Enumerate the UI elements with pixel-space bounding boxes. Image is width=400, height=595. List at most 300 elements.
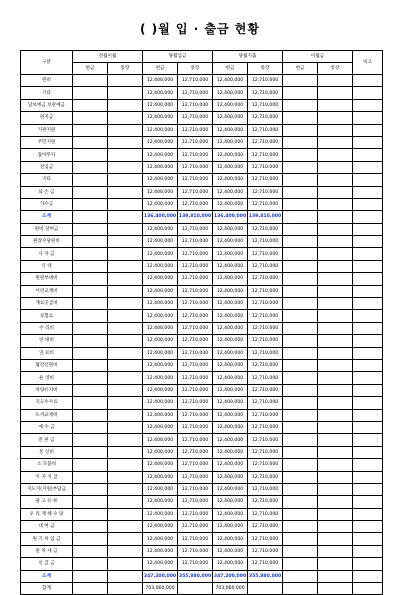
value-cell: 12,400,000 [213, 545, 248, 557]
value-cell: 12,710,000 [248, 298, 283, 310]
value-cell: 12,400,000 [143, 521, 178, 533]
value-cell [318, 99, 353, 111]
value-cell: 12,710,000 [248, 384, 283, 396]
value-cell [283, 223, 318, 235]
value-cell [108, 446, 143, 458]
value-cell [318, 434, 353, 446]
value-cell: 12,400,000 [213, 310, 248, 322]
value-cell [73, 558, 108, 570]
table-row [21, 298, 383, 310]
value-cell: 12,710,000 [248, 347, 283, 359]
value-cell: 12,400,000 [213, 521, 248, 533]
value-cell: 12,400,000 [213, 223, 248, 235]
value-cell [108, 558, 143, 570]
value-cell: 12,400,000 [213, 273, 248, 285]
subheader-cash: 현금 [143, 63, 178, 75]
value-cell: 347,200,000 [143, 570, 178, 582]
value-cell [283, 347, 318, 359]
row-label: 소계 [21, 570, 73, 582]
value-cell [108, 99, 143, 111]
remark-cell [353, 508, 383, 520]
remark-cell [353, 124, 383, 136]
value-cell [283, 421, 318, 433]
value-cell [318, 198, 353, 210]
value-cell: 12,400,000 [213, 136, 248, 148]
value-cell [283, 496, 318, 508]
row-label: 수 리비 [21, 322, 73, 334]
table-row [21, 174, 383, 186]
value-cell: 12,710,000 [178, 223, 213, 235]
value-cell [108, 483, 143, 495]
value-cell [283, 558, 318, 570]
value-cell [318, 174, 353, 186]
value-cell [318, 149, 353, 161]
value-cell: 12,710,000 [178, 322, 213, 334]
value-cell [318, 335, 353, 347]
value-cell [318, 87, 353, 99]
remark-cell [353, 397, 383, 409]
row-label: 예 수 금 [21, 421, 73, 433]
value-cell: 12,710,000 [178, 508, 213, 520]
value-cell: 12,710,000 [178, 149, 213, 161]
value-cell: 12,400,000 [143, 136, 178, 148]
value-cell: 12,710,000 [178, 136, 213, 148]
subheader-cash: 현금 [213, 63, 248, 75]
row-label: 주민지원 [21, 136, 73, 148]
remark-cell [353, 161, 383, 173]
value-cell: 12,710,000 [178, 298, 213, 310]
remark-cell [353, 298, 383, 310]
value-cell: 12,710,000 [248, 471, 283, 483]
value-cell: 355,880,000 [248, 570, 283, 582]
table-row [21, 483, 383, 495]
table-row [21, 112, 383, 124]
table-row [21, 161, 383, 173]
value-cell [73, 533, 108, 545]
table-row [21, 446, 383, 458]
value-cell [73, 409, 108, 421]
value-cell [318, 409, 353, 421]
value-cell [108, 298, 143, 310]
cashflow-table [20, 50, 383, 595]
value-cell [283, 161, 318, 173]
value-cell: 139,810,000 [248, 211, 283, 223]
value-cell: 12,710,000 [178, 521, 213, 533]
row-label: 우 리 재 해 수 당 [21, 508, 73, 520]
value-cell: 139,810,000 [178, 211, 213, 223]
value-cell: 12,400,000 [143, 161, 178, 173]
value-cell [283, 545, 318, 557]
value-cell [73, 248, 108, 260]
value-cell: 12,400,000 [213, 260, 248, 272]
value-cell: 12,400,000 [143, 545, 178, 557]
value-cell: 12,710,000 [178, 359, 213, 371]
value-cell: 12,400,000 [143, 496, 178, 508]
value-cell [283, 397, 318, 409]
value-cell [73, 521, 108, 533]
remark-cell [353, 322, 383, 334]
value-cell [108, 260, 143, 272]
value-cell [283, 260, 318, 272]
value-cell [318, 545, 353, 557]
value-cell [283, 384, 318, 396]
table-row [21, 533, 383, 545]
row-label: 어린교재비 [21, 285, 73, 297]
value-cell [318, 273, 353, 285]
value-cell: 12,400,000 [143, 75, 178, 87]
value-cell: 12,400,000 [143, 87, 178, 99]
value-cell: 12,400,000 [213, 149, 248, 161]
value-cell: 12,400,000 [143, 310, 178, 322]
value-cell: 136,400,000 [143, 211, 178, 223]
value-cell [283, 570, 318, 582]
value-cell: 12,710,000 [178, 161, 213, 173]
row-label: 차량유지비 [21, 384, 73, 396]
value-cell: 12,710,000 [248, 99, 283, 111]
value-cell [108, 409, 143, 421]
table-row [21, 545, 383, 557]
value-cell: 12,710,000 [248, 533, 283, 545]
value-cell [108, 223, 143, 235]
table-row [21, 75, 383, 87]
table-row [21, 496, 383, 508]
subheader-cash: 현금 [73, 63, 108, 75]
value-cell [283, 211, 318, 223]
row-label: 소 모품비 [21, 459, 73, 471]
value-cell: 12,400,000 [213, 558, 248, 570]
table-row [21, 198, 383, 210]
row-label: 잔 판 금 [21, 434, 73, 446]
value-cell [318, 359, 353, 371]
table-row [21, 236, 383, 248]
remark-cell [353, 198, 383, 210]
value-cell [73, 347, 108, 359]
value-cell: 12,400,000 [213, 347, 248, 359]
value-cell: 12,710,000 [248, 421, 283, 433]
value-cell: 12,400,000 [213, 248, 248, 260]
remark-cell [353, 273, 383, 285]
value-cell [283, 136, 318, 148]
value-cell: 12,400,000 [213, 421, 248, 433]
value-cell: 12,710,000 [178, 198, 213, 210]
value-cell [283, 198, 318, 210]
value-cell: 12,400,000 [213, 322, 248, 334]
remark-cell [353, 521, 383, 533]
row-label: 지도수수료 [21, 397, 73, 409]
remark-cell [353, 211, 383, 223]
table-row [21, 285, 383, 297]
row-label: 도서교재비 [21, 409, 73, 421]
value-cell [318, 372, 353, 384]
subheader-bank: 통장 [318, 63, 353, 75]
value-cell [318, 397, 353, 409]
value-cell [318, 285, 353, 297]
value-cell: 12,710,000 [248, 136, 283, 148]
table-row [21, 124, 383, 136]
value-cell: 12,710,000 [248, 161, 283, 173]
value-cell: 12,710,000 [248, 285, 283, 297]
subtotal-row [21, 570, 383, 582]
table-row [21, 335, 383, 347]
value-cell [318, 570, 353, 582]
row-label: 선 급 금 [21, 558, 73, 570]
subheader-bank: 통장 [178, 63, 213, 75]
value-cell: 12,710,000 [178, 310, 213, 322]
remark-cell [353, 248, 383, 260]
value-cell [283, 434, 318, 446]
value-cell: 12,710,000 [248, 335, 283, 347]
value-cell [108, 186, 143, 198]
value-cell [283, 248, 318, 260]
row-label: 기타 [21, 87, 73, 99]
value-cell: 12,710,000 [178, 434, 213, 446]
row-label: 원지금 [21, 112, 73, 124]
value-cell [283, 273, 318, 285]
value-cell [73, 384, 108, 396]
table-row [21, 521, 383, 533]
value-cell: 12,710,000 [248, 174, 283, 186]
row-label: 보험료 [21, 310, 73, 322]
value-cell [108, 198, 143, 210]
value-cell [108, 372, 143, 384]
value-cell [283, 359, 318, 371]
value-cell [73, 112, 108, 124]
value-cell: 12,400,000 [143, 372, 178, 384]
value-cell: 12,400,000 [143, 236, 178, 248]
value-cell: 12,710,000 [248, 397, 283, 409]
value-cell [283, 285, 318, 297]
value-cell: 12,400,000 [213, 508, 248, 520]
value-cell [318, 112, 353, 124]
value-cell [108, 397, 143, 409]
table-row [21, 384, 383, 396]
value-cell: 12,400,000 [143, 347, 178, 359]
value-cell [283, 236, 318, 248]
remark-cell [353, 359, 383, 371]
row-label: 원 기 차 입 금 [21, 533, 73, 545]
value-cell: 12,710,000 [178, 260, 213, 272]
row-label: 연 대비 [21, 335, 73, 347]
value-cell [318, 136, 353, 148]
value-cell [108, 521, 143, 533]
value-cell: 12,710,000 [178, 75, 213, 87]
table-row [21, 347, 383, 359]
value-cell: 12,710,000 [248, 149, 283, 161]
table-row [21, 397, 383, 409]
header-carry-over: 이월금 [283, 51, 353, 63]
value-cell: 12,710,000 [178, 545, 213, 557]
remark-cell [353, 310, 383, 322]
row-label: 연 료비 [21, 347, 73, 359]
value-cell [318, 260, 353, 272]
value-cell [318, 248, 353, 260]
value-cell: 12,400,000 [143, 335, 178, 347]
value-cell [318, 533, 353, 545]
remark-cell [353, 87, 383, 99]
value-cell: 12,710,000 [178, 397, 213, 409]
row-label: 통 신비 [21, 446, 73, 458]
value-cell [108, 347, 143, 359]
table-row [21, 372, 383, 384]
value-cell [73, 397, 108, 409]
value-cell: 12,710,000 [178, 483, 213, 495]
value-cell [283, 149, 318, 161]
value-cell [73, 124, 108, 136]
table-row [21, 99, 383, 111]
value-cell: 12,400,000 [213, 285, 248, 297]
header-month-income: 당월입금 [143, 51, 213, 63]
value-cell: 12,710,000 [178, 558, 213, 570]
value-cell: 12,710,000 [178, 335, 213, 347]
value-cell [73, 310, 108, 322]
row-label: 원비 상여금 [21, 223, 73, 235]
value-cell [318, 347, 353, 359]
value-cell: 12,710,000 [178, 236, 213, 248]
value-cell [283, 533, 318, 545]
table-row [21, 186, 383, 198]
table-row [21, 508, 383, 520]
value-cell: 12,400,000 [213, 87, 248, 99]
value-cell [73, 99, 108, 111]
value-cell [318, 384, 353, 396]
subheader-bank: 통장 [108, 63, 143, 75]
table-row [21, 459, 383, 471]
value-cell [73, 186, 108, 198]
subheader-bank: 통장 [248, 63, 283, 75]
value-cell: 12,400,000 [213, 372, 248, 384]
value-cell: 12,710,000 [178, 99, 213, 111]
value-cell [108, 149, 143, 161]
value-cell [108, 434, 143, 446]
value-cell [283, 99, 318, 111]
value-cell [73, 545, 108, 557]
value-cell [108, 459, 143, 471]
row-label: 담보예금 보관예금 [21, 99, 73, 111]
value-cell [108, 533, 143, 545]
value-cell [108, 124, 143, 136]
value-cell [73, 298, 108, 310]
value-cell: 12,710,000 [248, 409, 283, 421]
row-label: 월강신원비 [21, 359, 73, 371]
value-cell [283, 75, 318, 87]
remark-cell [353, 335, 383, 347]
value-cell [73, 149, 108, 161]
value-cell [73, 75, 108, 87]
value-cell [283, 409, 318, 421]
value-cell: 12,710,000 [178, 87, 213, 99]
value-cell: 12,710,000 [248, 112, 283, 124]
value-cell: 12,710,000 [248, 372, 283, 384]
value-cell [283, 322, 318, 334]
value-cell: 12,400,000 [213, 483, 248, 495]
value-cell [73, 161, 108, 173]
table-row [21, 434, 383, 446]
value-cell: 12,400,000 [143, 174, 178, 186]
value-cell [283, 372, 318, 384]
value-cell [73, 335, 108, 347]
value-cell [283, 310, 318, 322]
value-cell: 12,400,000 [213, 434, 248, 446]
value-cell [108, 161, 143, 173]
remark-cell [353, 75, 383, 87]
remark-cell [353, 471, 383, 483]
row-label: 운 영비 [21, 372, 73, 384]
value-cell: 12,400,000 [143, 186, 178, 198]
value-cell: 12,710,000 [178, 496, 213, 508]
subtotal-row [21, 211, 383, 223]
value-cell [318, 310, 353, 322]
remark-cell [353, 421, 383, 433]
value-cell: 12,400,000 [143, 558, 178, 570]
value-cell [73, 421, 108, 433]
value-cell [73, 223, 108, 235]
value-cell: 12,710,000 [248, 273, 283, 285]
value-cell: 12,710,000 [248, 124, 283, 136]
table-row [21, 409, 383, 421]
value-cell [318, 322, 353, 334]
value-cell: 12,400,000 [143, 483, 178, 495]
remark-cell [353, 236, 383, 248]
value-cell [283, 298, 318, 310]
value-cell [318, 459, 353, 471]
value-cell [108, 471, 143, 483]
value-cell: 12,710,000 [248, 236, 283, 248]
value-cell [318, 186, 353, 198]
value-cell: 12,710,000 [248, 483, 283, 495]
row-label: 식 대 [21, 260, 73, 272]
value-cell [108, 75, 143, 87]
value-cell [318, 483, 353, 495]
value-cell: 12,400,000 [143, 298, 178, 310]
value-cell: 136,400,000 [213, 211, 248, 223]
value-cell [318, 583, 353, 595]
value-cell: 12,710,000 [178, 174, 213, 186]
table-row [21, 310, 383, 322]
value-cell: 12,710,000 [248, 87, 283, 99]
value-cell: 12,400,000 [213, 112, 248, 124]
value-cell [108, 236, 143, 248]
value-cell [108, 335, 143, 347]
value-cell: 12,710,000 [178, 384, 213, 396]
row-label: 지도지(지원)부담금 [21, 483, 73, 495]
value-cell: 12,400,000 [213, 397, 248, 409]
header-prev-balance: 전월이월 [73, 51, 143, 63]
table-row [21, 87, 383, 99]
value-cell: 12,400,000 [143, 260, 178, 272]
value-cell: 12,710,000 [248, 322, 283, 334]
row-label: 원 칙 세 금 [21, 545, 73, 557]
table-row [21, 223, 383, 235]
value-cell [283, 112, 318, 124]
value-cell [73, 285, 108, 297]
value-cell [108, 359, 143, 371]
remark-cell [353, 483, 383, 495]
remark-cell [353, 583, 383, 595]
value-cell [283, 583, 318, 595]
row-label: 광 고 유 류 [21, 496, 73, 508]
value-cell: 12,710,000 [248, 198, 283, 210]
row-label: 잡이무자 [21, 149, 73, 161]
row-label: 기타 [21, 174, 73, 186]
row-label: 이 자 지 급 [21, 471, 73, 483]
value-cell [108, 310, 143, 322]
value-cell: 12,710,000 [178, 273, 213, 285]
value-cell: 12,710,000 [178, 471, 213, 483]
value-cell [178, 583, 213, 595]
value-cell [73, 446, 108, 458]
remark-cell [353, 372, 383, 384]
value-cell [73, 570, 108, 582]
